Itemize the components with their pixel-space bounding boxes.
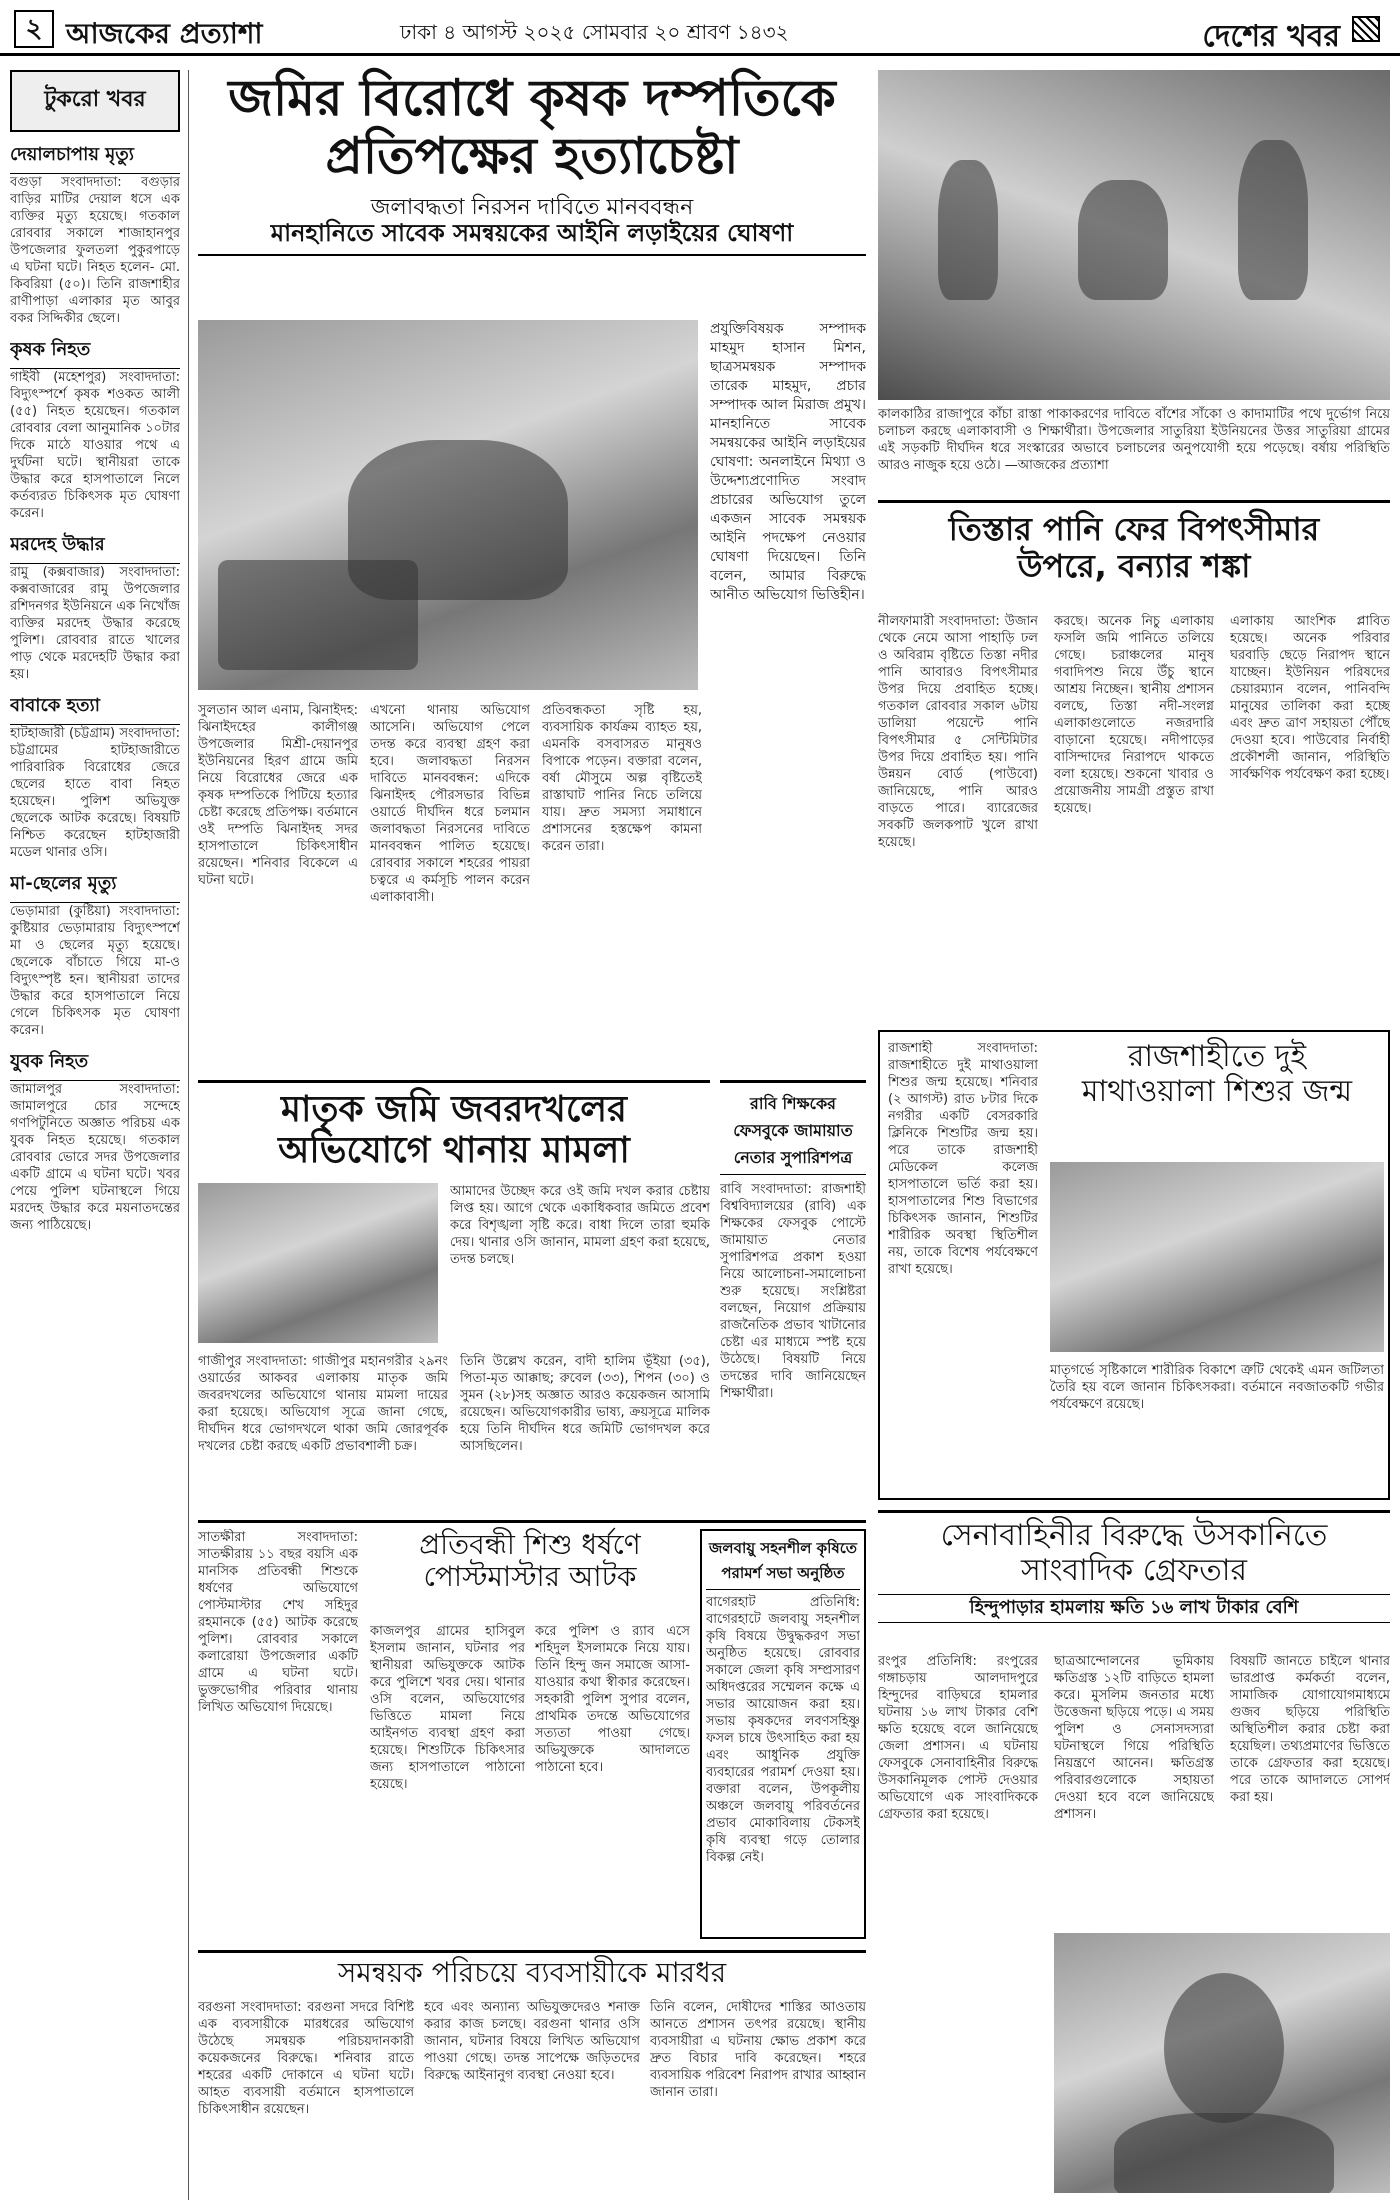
- land-headline-2: অভিযোগে থানায় মামলা: [278, 1130, 630, 1172]
- army-headline-1: সেনাবাহিনীর বিরুদ্ধে উসকানিতে: [940, 1518, 1328, 1553]
- disabled-body-2: কাজলপুর গ্রামের হাসিবুল ইসলাম জানান, ঘটনার পর স্থানীয়রা অভিযুক্তকে আটক করে পুলিশে খবর দেয়। থানার ওসি বলেন, অভিযোগের ভিত্তিতে মামলা নিয়ে আইনগত ব্যবস্থা গ্রহণ করা হয়েছে। শিশুটিকে চিকিৎসার জন্য হাসপাতালে পাঠানো হয়েছে।: [370, 1624, 525, 1792]
- land-col-a: [450, 1183, 710, 1343]
- army-story: [878, 1510, 1390, 2200]
- sidebar-item-body: বগুড়া সংবাদদাতা: বগুড়ার বাড়ির মাটির দেয়াল ধসে এক ব্যক্তির মৃত্যু হয়েছে। গতকাল রোববার সকালে শাজাহানপুর উপজেলার ফুলতলা পুকুরপাড়ে এ ঘটনা ঘটে। নিহত হলেন- মো. কিবরিয়া (৫০)। তিনি রাজশাহীর রাণীপাড়া এলাকার মৃত আবুর বকর সিদ্দিকীর ছেলে।: [10, 175, 180, 326]
- coordinator-col-3: [650, 1999, 866, 2199]
- lead-headline-2: প্রতিপক্ষের হত্যাচেষ্টা: [325, 126, 739, 185]
- rajshahi-caption: মাতৃগর্ভে সৃষ্টিকালে শারীরিক বিকাশে ত্রুটি থেকেই এমন জটিলতা তৈরি হয় বলে জানান চিকিৎসকরা। বর্তমানে নবজাতকটি গভীর পর্যবেক্ষণে রয়েছে।: [1050, 1363, 1384, 1412]
- army-col-3: [1230, 1653, 1390, 1913]
- land-col-b: [198, 1353, 448, 1508]
- sidebar-item-title: কৃষক নিহত: [10, 335, 180, 369]
- land-story: [198, 1080, 710, 1510]
- disabled-body-3: করে পুলিশ ও র‍্যাব এসে শহিদুল ইসলামকে নিয়ে যায়। তিনি হিন্দু জন সমাজে আসা-যাওয়ার কথা স্বীকার করেছেন। সহকারী পুলিশ সুপার বলেন, প্রাথমিক তদন্তে অভিযোগের সত্যতা পাওয়া গেছে। অভিযুক্তকে আদালতে পাঠানো হবে।: [535, 1624, 690, 1775]
- lead-strap-2: মানহানিতে সাবেক সমন্বয়কের আইনি লড়াইয়ের ঘোষণা: [198, 220, 866, 256]
- army-portrait: [1054, 1933, 1390, 2193]
- teesta-body-2: করছে। অনেক নিচু এলাকায় ফসলি জমি পানিতে তলিয়ে গেছে। চরাঞ্চলের মানুষ গবাদিপশু নিয়ে উঁচু স্থানে আশ্রয় নিচ্ছেন। স্থানীয় প্রশাসন বলছে, তিস্তা নদী-সংলগ্ন এলাকাগুলোতে নজরদারি বাড়ানো হয়েছে। নদীপাড়ের বাসিন্দাদের নিরাপদে থাকতে বলা হয়েছে। শুকনো খাবার ও প্রয়োজনীয় সামগ্রী প্রস্তুত রাখা হয়েছে।: [1054, 614, 1214, 816]
- land-body-1: তিনি উল্লেখ করেন, বাদী হালিম ভূঁইয়া (৩৫), পিতা-মৃত আক্কাছ; রুবেল (৩৩), শিপন (৩০) ও সুমন (২৮)সহ অজ্ঞাত আরও কয়েকজন আসামি রয়েছেন। অভিযোগকারীর ভাষ্য, ক্রয়সূত্রে মালিক হয়ে তিনি দীর্ঘদিন ধরে জমিটি ভোগদখল করে আসছিলেন।: [460, 1354, 710, 1454]
- climate-headline: জলবায়ু সহনশীল কৃষিতে পরামর্শ সভা অনুষ্ঠিত: [706, 1535, 860, 1590]
- divider: [188, 70, 189, 2200]
- lead-side-column: [710, 320, 866, 690]
- sidebar-item-body: হাটহাজারী (চট্টগ্রাম) সংবাদদাতা: চট্টগ্রামের হাটহাজারীতে পারিবারিক বিরোধের জেরে ছেলের হাতে বাবা নিহত হয়েছেন। পুলিশ অভিযুক্ত ছেলেকে আটক করেছে। বিষয়টি নিশ্চিত করেছেন হাটহাজারী মডেল থানার ওসি।: [10, 726, 180, 860]
- lead-body-1: এখনো থানায় অভিযোগ আসেনি। অভিযোগ পেলে তদন্ত করে ব্যবস্থা গ্রহণ করা হবে। জলাবদ্ধতা নিরসন দাবিতে মানববন্ধন: এদিকে ঝিনাইদহ পৌরসভার বিভিন্ন ওয়ার্ডে দীর্ঘদিন ধরে চলমান জলাবদ্ধতা নিরসনের দাবিতে মানববন্ধন পালিত হয়েছে। রোববার সকালে শহরের পায়রা চত্বরে এ কর্মসূচি পালন করেন এলাকাবাসী।: [370, 703, 530, 905]
- army-col-2: [1054, 1653, 1214, 1913]
- coordinator-col-1: [198, 1999, 414, 2199]
- sidebar: [10, 70, 180, 2200]
- climate-story: [700, 1529, 866, 1939]
- teesta-body-3: এলাকায় আংশিক প্লাবিত হয়েছে। অনেক পরিবার ঘরবাড়ি ছেড়ে নিরাপদ স্থানে যাচ্ছেন। ইউনিয়ন পরিষদের চেয়ারম্যান বলেন, পানিবন্দি মানুষের তালিকা করা হচ্ছে এবং দ্রুত ত্রাণ সহায়তা পৌঁছে দেওয়া হবে। পাউবোর নির্বাহী প্রকৌশলী জানান, পরিস্থিতি সার্বক্ষণিক পর্যবেক্ষণ করা হচ্ছে।: [1230, 614, 1390, 782]
- paper-name: আজকের প্রত্যাশা: [66, 17, 263, 50]
- rajshahi-headline-2: মাথাওয়ালা শিশুর জন্ম: [1081, 1073, 1353, 1109]
- lead-caption-text: সুলতান আল এনাম, ঝিনাইদহ: ঝিনাইদহের কালীগঞ্জ উপজেলার মিশ্রী-দেয়ানপুর ইউনিয়নের হিরণ গ্রামে জমি নিয়ে বিরোধের জেরে এক কৃষক দম্পতিকে পিটিয়ে হত্যার চেষ্টা করেছে প্রতিপক্ষ। বর্তমানে ওই দম্পতি ঝিনাইদহ সদর হাসপাতালে চিকিৎসাধীন রয়েছেন। শনিবার বিকেলে এ ঘটনা ঘটে।: [198, 703, 358, 888]
- army-body-1: রংপুর প্রতিনিধি: রংপুরের গঙ্গাচড়ায় আলদাদপুরে হিন্দুদের বাড়িঘরে হামলার ঘটনায় ১৬ লাখ টাকার বেশি ক্ষতি হয়েছে বলে জানিয়েছে জেলা প্রশাসন। এ ঘটনায় ফেসবুকে সেনাবাহিনীর বিরুদ্ধে উসকানিমূলক পোস্ট দেওয়ার অভিযোগে এক সাংবাদিককে গ্রেফতার করা হয়েছে।: [878, 1654, 1038, 1822]
- photo-story-caption: কালকাঠির রাজাপুরে কাঁচা রাস্তা পাকাকরণের দাবিতে বাঁশের সাঁকো ও কাদামাটির পথে দুর্ভোগ নিয়ে চলাচল করছে এলাকাবাসী ও শিক্ষার্থীরা। উপজেলার সাতুরিয়া ইউনিয়নের উত্তর সাতুরিয়া গ্রামের এই সড়কটি দীর্ঘদিন ধরে সংস্কারের অভাবে চলাচলের অনুপযোগী হয়ে পড়েছে। বর্ষায় পরিস্থিতি আরও নাজুক হয়ে ওঠে। —আজকের প্রত্যাশা: [878, 407, 1390, 473]
- sidebar-item-body: রামু (কক্সবাজার) সংবাদদাতা: কক্সবাজারের রামু উপজেলার রশিদনগর ইউনিয়নে এক নিখোঁজ ব্যক্তির মরদেহ উদ্ধার করেছে পুলিশ। রোববার রাতে খালের পাড় থেকে মরদেহটি উদ্ধার করা হয়।: [10, 565, 180, 682]
- photo-story-image: [878, 70, 1390, 400]
- sidebar-item-body: ভেড়ামারা (কুষ্টিয়া) সংবাদদাতা: কুষ্টিয়ার ভেড়ামারায় বিদ্যুৎস্পর্শে মা ও ছেলের মৃত্যু হয়েছে। ছেলেকে বাঁচাতে গিয়ে মা-ও বিদ্যুৎস্পৃষ্ট হন। স্থানীয়রা তাদের উদ্ধার করে হাসপাতালে নিয়ে গেলে চিকিৎসক মৃত ঘোষণা করেন।: [10, 904, 180, 1038]
- teesta-col-1: [878, 613, 1038, 1013]
- army-body-3: বিষয়টি জানতে চাইলে থানার ভারপ্রাপ্ত কর্মকর্তা বলেন, সামাজিক যোগাযোগমাধ্যমে গুজব ছড়িয়ে পরিস্থিতি অস্থিতিশীল করার চেষ্টা করা হয়েছিল। তথ্যপ্রমাণের ভিত্তিতে তাকে গ্রেফতার করা হয়েছে। পরে তাকে আদালতে সোপর্দ করা হয়।: [1230, 1654, 1390, 1805]
- disabled-col-3: [535, 1623, 690, 1933]
- disabled-story: [198, 1520, 866, 1940]
- land-col-c: [460, 1353, 710, 1508]
- disabled-headline-2: পোস্টমাস্টার আটক: [423, 1560, 637, 1594]
- coordinator-col-2: [424, 1999, 640, 2199]
- page-number: ২: [14, 10, 54, 48]
- teesta-col-3: [1230, 613, 1390, 1013]
- sidebar-list: [10, 140, 180, 1234]
- teesta-headline-1: তিস্তার পানি ফের বিপৎসীমার: [948, 510, 1320, 548]
- disabled-headline-1: প্রতিবন্ধী শিশু ধর্ষণে: [419, 1528, 641, 1561]
- teesta-body-1: নীলফামারী সংবাদদাতা: উজান থেকে নেমে আসা পাহাড়ি ঢল ও অবিরাম বৃষ্টিতে তিস্তা নদীর পানি আবারও বিপৎসীমার উপর দিয়ে প্রবাহিত হচ্ছে। গতকাল রোববার সকাল ৬টায় ডালিয়া পয়েন্টে পানি বিপৎসীমার ৫ সেন্টিমিটার উপর দিয়ে প্রবাহিত হয়। পানি উন্নয়ন বোর্ড (পাউবো) জানিয়েছে, পানি আরও বাড়তে পারে। ব্যারেজের সবকটি জলকপাট খুলে রাখা হয়েছে।: [878, 614, 1038, 850]
- disabled-col-2: [370, 1623, 525, 1933]
- jamaat-headline: রাবি শিক্ষকের ফেসবুকে জামায়াত নেতার সুপারিশপত্র: [720, 1089, 866, 1175]
- lead-strap-1: জলাবদ্ধতা নিরসন দাবিতে মানববন্ধন: [370, 195, 694, 220]
- sidebar-item-body: জামালপুর সংবাদদাতা: জামালপুরে চোর সন্দেহে গণপিটুনিতে অজ্ঞাত পরিচয় এক যুবক নিহত হয়েছে। গতকাল রোববার ভোরে সদর উপজেলার একটি গ্রামে এ ঘটনা ঘটে। খবর পেয়ে পুলিশ ঘটনাস্থলে গিয়ে মরদেহ উদ্ধার করে ময়নাতদন্তের জন্য পাঠিয়েছে।: [10, 1082, 180, 1233]
- rajshahi-photo: [1050, 1162, 1384, 1352]
- section-title: দেশের খবর: [1202, 19, 1340, 54]
- land-caption: গাজীপুর সংবাদদাতা: গাজীপুর মহানগরীর ২৯নং ওয়ার্ডের আকবর এলাকায় মাতৃক জমি জবরদখলের অভিযোগে থানায় মামলা দায়ের করা হয়েছে। অভিযোগ সূত্রে জানা গেছে, দীর্ঘদিন ধরে ভোগদখলে থাকা জমি জোরপূর্বক দখলের চেষ্টা করছে একটি প্রভাবশালী চক্র।: [198, 1354, 448, 1454]
- sidebar-item-title: বাবাকে হত্যা: [10, 691, 180, 725]
- section-mark-icon: [1352, 16, 1380, 42]
- sidebar-logo-text: টুকরো খবর: [44, 87, 146, 112]
- rajshahi-story: [878, 1030, 1390, 1500]
- teesta-headline-2: উপরে, বন্যার শঙ্কা: [1017, 546, 1251, 585]
- climate-body: বাগেরহাট প্রতিনিধি: বাগেরহাটে জলবায়ু সহনশীল কৃষি বিষয়ে উদ্বুদ্ধকরণ সভা অনুষ্ঠিত হয়েছে। রোববার সকালে জেলা কৃষি সম্প্রসারণ অধিদপ্তরের সম্মেলন কক্ষে এ সভার আয়োজন করা হয়। সভায় কৃষকদের লবণসহিষ্ণু ফসল চাষে উৎসাহিত করা হয় এবং আধুনিক প্রযুক্তি ব্যবহারের পরামর্শ দেওয়া হয়। বক্তারা বলেন, উপকূলীয় অঞ্চলে জলবায়ু পরিবর্তনের প্রভাব মোকাবিলায় টেকসই কৃষি ব্যবস্থা গড়ে তোলার বিকল্প নেই।: [706, 1595, 860, 1865]
- army-headline-2: সাংবাদিক গ্রেফতার: [1021, 1552, 1247, 1588]
- lead-photo: [198, 320, 698, 690]
- jamaat-body: রাবি সংবাদদাতা: রাজশাহী বিশ্ববিদ্যালয়ের (রাবি) এক শিক্ষকের ফেসবুক পোস্টে জামায়াত নেতার সুপারিশপত্র প্রকাশ হওয়া নিয়ে আলোচনা-সমালোচনা শুরু হয়েছে। সংশ্লিষ্টরা বলছেন, নিয়োগ প্রক্রিয়ায় রাজনৈতিক প্রভাব খাটানোর চেষ্টা এর মাধ্যমে স্পষ্ট হয়ে উঠেছে। বিষয়টি নিয়ে তদন্তের দাবি জানিয়েছেন শিক্ষার্থীরা।: [720, 1182, 866, 1401]
- rajshahi-body: রাজশাহী সংবাদদাতা: রাজশাহীতে দুই মাথাওয়ালা শিশুর জন্ম হয়েছে। শনিবার (২ আগস্ট) রাত ৮টার দিকে নগরীর একটি বেসরকারি ক্লিনিকে শিশুটির জন্ম হয়। পরে তাকে রাজশাহী মেডিকেল কলেজ হাসপাতালে ভর্তি করা হয়। হাসপাতালের শিশু বিভাগের চিকিৎসক জানান, শিশুটির শারীরিক অবস্থা স্থিতিশীল নয়, তাকে বিশেষ পর্যবেক্ষণে রাখা হয়েছে।: [888, 1041, 1038, 1277]
- disabled-col-1: [198, 1529, 358, 1939]
- sidebar-item-body: গাইবী (মহেশপুর) সংবাদদাতা: বিদ্যুৎস্পর্শে কৃষক শওকত আলী (৫৫) নিহত হয়েছেন। গতকাল রোববার বেলা আনুমানিক ১০টার দিকে মাঠে যাওয়ার পথে এ দুর্ঘটনা ঘটে। স্থানীয়রা তাকে উদ্ধার করে হাসপাতালে নিলে কর্তব্যরত চিকিৎসক মৃত ঘোষণা করেন।: [10, 370, 180, 521]
- lead-body-col-2: [542, 702, 702, 1062]
- disabled-body-1: সাতক্ষীরা সংবাদদাতা: সাতক্ষীরায় ১১ বছর বয়সি এক মানসিক প্রতিবন্ধী শিশুকে ধর্ষণের অভিযোগে পোস্টমাস্টার শেখ সহিদুর রহমানকে (৫৫) আটক করেছে পুলিশ। রোববার সকালে কলারোয়া উপজেলার একটি গ্রামে এ ঘটনা ঘটে। ভুক্তভোগীর পরিবার থানায় লিখিত অভিযোগ দিয়েছে।: [198, 1530, 358, 1715]
- land-photo: [198, 1183, 438, 1343]
- lead-body-2: প্রতিবন্ধকতা সৃষ্টি হয়, ব্যবসায়িক কার্যক্রম ব্যাহত হয়, এমনকি বসবাসরত মানুষও বিপাকে পড়েন। বক্তারা বলেন, বর্ষা মৌসুমে অল্প বৃষ্টিতেই রাস্তাঘাট পানির নিচে তলিয়ে যায়। দ্রুত সমস্যা সমাধানে প্রশাসনের হস্তক্ষেপ কামনা করেন তারা।: [542, 703, 702, 854]
- army-body-2: ছাত্রআন্দোলনের ভূমিকায় ক্ষতিগ্রস্ত ১২টি বাড়িতে হামলা করে। মুসলিম জনতার মধ্যে উত্তেজনা ছড়িয়ে পড়ে। এ সময় পুলিশ ও সেনাসদস্যরা ঘটনাস্থলে গিয়ে পরিস্থিতি নিয়ন্ত্রণে আনেন। ক্ষতিগ্রস্ত পরিবারগুলোকে সহায়তা দেওয়া হবে বলে জানিয়েছে প্রশাসন।: [1054, 1654, 1214, 1822]
- lead-story: [198, 70, 866, 1070]
- coordinator-headline: সমন্বয়ক পরিচয়ে ব্যবসায়ীকে মারধর: [337, 1956, 727, 1989]
- disabled-head-box: [370, 1529, 690, 1619]
- land-body-2: আমাদের উচ্ছেদ করে ওই জমি দখল করার চেষ্টায় লিপ্ত হয়। আগে থেকে একাধিকবার জমিতে প্রবেশ করে বিশৃঙ্খলা সৃষ্টি করে। বাধা দিলে তারা হুমকি দেয়। থানার ওসি জানান, মামলা গ্রহণ করা হয়েছে, তদন্ত চলছে।: [450, 1184, 710, 1267]
- teesta-story: [878, 500, 1390, 1020]
- coordinator-body-1: বরগুনা সংবাদদাতা: বরগুনা সদরে বিশিষ্ট এক ব্যবসায়ীকে মারধরের অভিযোগ উঠেছে সমন্বয়ক পরিচয়দানকারী কয়েকজনের বিরুদ্ধে। শনিবার রাতে শহরের একটি দোকানে এ ঘটনা ঘটে। আহত ব্যবসায়ী বর্তমানে হাসপাতালে চিকিৎসাধীন রয়েছেন।: [198, 2000, 414, 2117]
- army-col-1: [878, 1653, 1038, 2193]
- coordinator-body-3: তিনি বলেন, দোষীদের শাস্তির আওতায় আনতে প্রশাসন তৎপর রয়েছে। স্থানীয় ব্যবসায়ীরা এ ঘটনায় ক্ষোভ প্রকাশ করে দ্রুত বিচার দাবি করেছেন। শহরে ব্যবসায়িক পরিবেশ নিরাপদ রাখার আহ্বান জানান তারা।: [650, 2000, 866, 2100]
- sidebar-logo: [10, 70, 180, 132]
- lead-caption: [198, 702, 358, 1062]
- lead-headline-1: জমির বিরোধে কৃষক দম্পতিকে: [228, 69, 836, 127]
- sidebar-item-title: মরদেহ উদ্ধার: [10, 530, 180, 564]
- coordinator-body-2: হবে এবং অন্যান্য অভিযুক্তদেরও শনাক্ত করার কাজ চলছে। বরগুনা থানার ওসি জানান, ঘটনার বিষয়ে লিখিত অভিযোগ পাওয়া গেছে। তদন্ত সাপেক্ষে জড়িতদের বিরুদ্ধে আইনানুগ ব্যবস্থা নেওয়া হবে।: [424, 2000, 640, 2083]
- land-headline-1: মাতৃক জমি জবরদখলের: [281, 1089, 627, 1130]
- masthead: [0, 0, 1400, 56]
- coordinator-story: [198, 1950, 866, 2200]
- rajshahi-headline-1: রাজশাহীতে দুই: [1127, 1039, 1307, 1074]
- teesta-col-2: [1054, 613, 1214, 1013]
- lead-body-3: প্রযুক্তিবিষয়ক সম্পাদক মাহমুদ হাসান মিশন, ছাত্রসমন্বয়ক সম্পাদক তারেক মাহমুদ, প্রচার সম্পাদক আল মিরাজ প্রমুখ। মানহানিতে সাবেক সমন্বয়কের আইনি লড়াইয়ের ঘোষণা: অনলাইনে মিথ্যা ও উদ্দেশ্যপ্রণোদিত সংবাদ প্রচারের অভিযোগ তুলে একজন সাবেক সমন্বয়ক আইনি পদক্ষেপ নেওয়ার ঘোষণা দিয়েছেন। তিনি বলেন, আমার বিরুদ্ধে আনীত অভিযোগ ভিত্তিহীন।: [710, 321, 866, 603]
- lead-body-col-1: [370, 702, 530, 1062]
- army-subhead: হিন্দুপাড়ার হামলায় ক্ষতি ১৬ লাখ টাকার বেশি: [878, 1594, 1390, 1623]
- photo-story: [878, 70, 1390, 490]
- jamaat-story: [720, 1080, 866, 1510]
- rajshahi-head-box: [1050, 1040, 1384, 1160]
- sidebar-item-title: যুবক নিহত: [10, 1047, 180, 1081]
- dateline: ঢাকা ৪ আগস্ট ২০২৫ সোমবার ২০ শ্রাবণ ১৪৩২: [400, 20, 789, 44]
- sidebar-item-title: দেয়ালচাপায় মৃত্যু: [10, 140, 180, 174]
- sidebar-item-title: মা-ছেলের মৃত্যু: [10, 869, 180, 903]
